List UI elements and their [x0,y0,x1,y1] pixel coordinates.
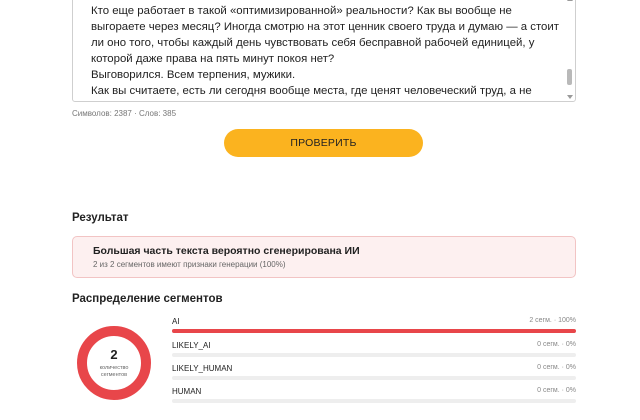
textarea-scrollbar[interactable] [566,0,573,101]
segment-name: HUMAN [172,387,202,396]
input-text: Кто еще работает в такой «оптимизированной» реальности? Как вы вообще не выгораете через месяц? Иногда смотрю на этот ценник своего труда и думаю — а стоит ли оно того, чтобы каждый день чувствовать себя бесправной рабочей единицей, у которой даже права на пять минут покоя нет? Выговорился. Всем терпения, мужики. Как вы считаете, есть ли сегодня вообще места, где ценят человеческий труд, а не [91,5,559,97]
distribution-section-title: Распределение сегментов [72,293,223,305]
segment-name: LIKELY_AI [172,341,211,350]
segment-bar-fill [172,329,576,333]
segment-value: 0 сегм. · 0% [537,387,576,394]
result-subtext: 2 из 2 сегментов имеют признаки генерации (100%) [93,260,286,269]
check-button[interactable]: ПРОВЕРИТЬ [224,129,423,157]
segment-bar [172,353,576,357]
segment-row-likely-human [172,364,576,386]
segment-value: 2 сегм. · 100% [529,317,576,324]
segment-row-ai [172,317,576,339]
result-section-title: Результат [72,212,129,224]
segment-bar [172,376,576,380]
scroll-up-arrow-icon[interactable] [567,0,573,1]
total-segment-label: количество сегментов [99,365,129,378]
segment-row-human [172,387,576,409]
segment-name: LIKELY_HUMAN [172,364,233,373]
segment-row-likely-ai [172,341,576,363]
scroll-thumb[interactable] [567,69,572,85]
segment-value: 0 сегм. · 0% [537,341,576,348]
text-input-area[interactable] [72,0,576,102]
donut-center [76,325,152,401]
character-word-counter: Символов: 2387 · Слов: 385 [72,109,177,118]
scroll-down-arrow-icon[interactable] [567,95,573,99]
total-segment-count: 2 [110,347,118,362]
result-headline: Большая часть текста вероятно сгенерирована ИИ [93,245,360,257]
segment-bar [172,399,576,403]
segment-value: 0 сегм. · 0% [537,364,576,371]
segment-name: AI [172,317,180,326]
result-card [72,236,576,278]
segment-bar [172,329,576,333]
